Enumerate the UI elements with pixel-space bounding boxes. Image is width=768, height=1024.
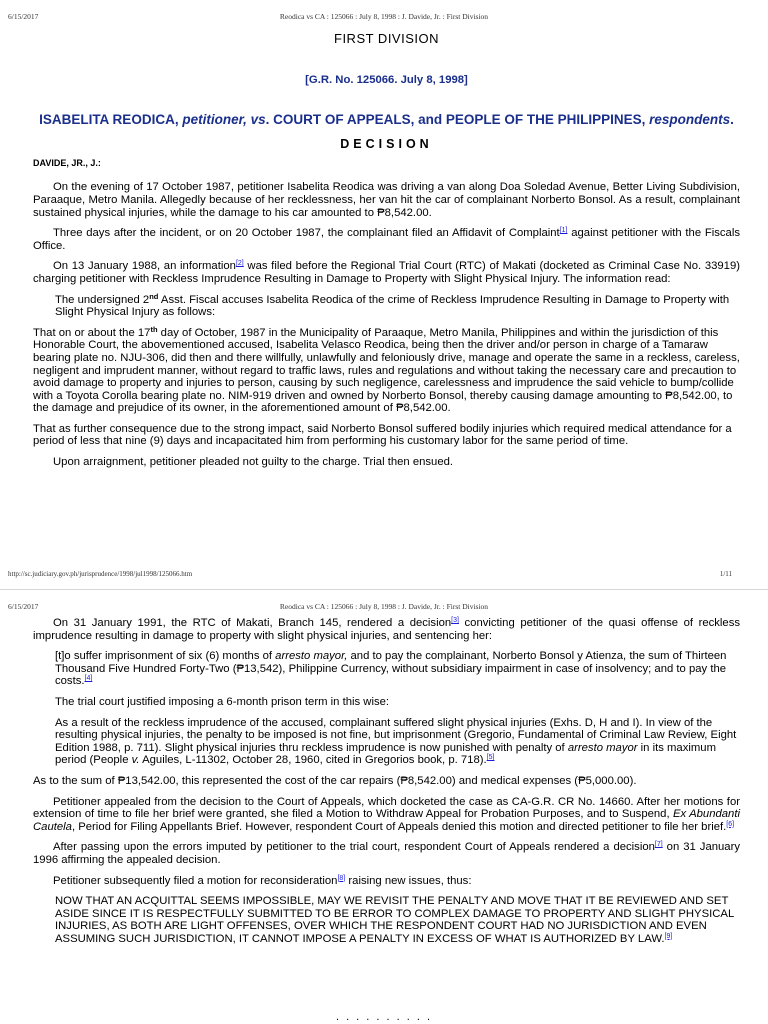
footnote-link[interactable]: [7] xyxy=(654,841,663,849)
block-quote xyxy=(55,717,740,767)
paragraph xyxy=(33,875,740,888)
paragraph xyxy=(33,617,740,642)
page-content xyxy=(33,33,740,477)
ordinal-suffix: th xyxy=(150,324,158,334)
footnote-link[interactable]: [1] xyxy=(559,227,568,235)
header-title: Reodica vs CA : 125066 : July 8, 1998 : J. Davide, Jr. : First Division xyxy=(279,602,489,611)
paragraph: Upon arraignment, petitioner pleaded not guilty to the charge. Trial then ensued. xyxy=(53,456,454,469)
division-heading: FIRST DIVISION xyxy=(334,31,439,46)
text: against petitioner with the Fiscals Office. xyxy=(33,227,740,252)
paragraph xyxy=(33,841,740,866)
case-title-part: . xyxy=(730,112,734,128)
document-page-2 xyxy=(0,590,768,1024)
text: was filed before the Regional Trial Court (RTC) of Makati (docketed as Criminal Case No. 33919) charging petitioner with Reckless Imprudence Resulting in Damage to Property with Slight Physical Injury. The information read: xyxy=(33,260,740,285)
text: raising new issues, thus: xyxy=(345,874,472,887)
text: day of October, 1987 in the Municipality of Paraaque, Metro Manila, Philippines and within the jurisdiction of this Honorable Court, the abovementioned accused, Isabelita Velasco Reodica, being then the driver and/or person in charge of a Tamaraw bearing plate no. NJU-306, did then and there willfully, unlawfully and feloniously drive, manage and operate the same in a reckless, careless, negligent and imprudent manner, without regard to traffic laws, rules and regulations and without taking the necessary care and precaution to avoid damage to property and injuries to person, causing by such negligence, carelessness and imprudence the said vehicle to bump/collide with a Toyota Corolla bearing plate no. NIM-919 driven and owned by Norberto Bonsol, thereby causing damage amounting to ₱8,542.00, to the damage and prejudice of its owner, in the aforementioned amount of ₱8,542.00. xyxy=(33,326,740,415)
text: After passing upon the errors imputed by petitioner to the trial court, respondent Court of Appeals rendered a decision xyxy=(53,841,655,854)
text: The undersigned 2 xyxy=(55,293,150,306)
ponente: DAVIDE, JR., J.: xyxy=(33,157,101,168)
text: arresto mayor xyxy=(567,741,638,754)
text: arresto mayor, xyxy=(275,650,348,663)
case-title-part: . COURT OF APPEALS, and PEOPLE OF THE PHILIPPINES, xyxy=(265,112,650,128)
case-title-part: respondents xyxy=(649,112,731,128)
footnote-link[interactable]: [9] xyxy=(664,932,673,940)
footnote-link[interactable]: [8] xyxy=(337,874,346,882)
page-number: 1/11 xyxy=(719,570,732,578)
paragraph: The trial court justified imposing a 6-month prison term in this wise: xyxy=(55,695,390,708)
information-text xyxy=(33,324,740,415)
text: NOW THAT AN ACQUITTAL SEEMS IMPOSSIBLE, MAY WE REVISIT THE PENALTY AND MOVE THAT IT BE REVIEWED AND SET ASIDE SINCE IT IS RESPECTFULLY SUBMITTED TO BE ERROR TO COMPLEX DAMAGE TO PROPERTY AND SLIGHT PHYSICAL INJURIES, AS BOTH ARE LIGHT OFFENSES, OVER WHICH THE RESPONDENT COURT HAD NO JURISDICTION AND EVEN ASSUMING SUCH JURISDICTION, IT CANNOT IMPOSE A PENALTY IN EXCESS OF WHAT IS AUTHORIZED BY LAW. xyxy=(55,895,734,945)
text: , Period for Filing Appellants Brief. However, respondent Court of Appeals denied this motion and directed petitioner to file her brief. xyxy=(71,820,727,833)
continuation-dots: . . . . . . . . . . xyxy=(335,1011,433,1023)
text: v. xyxy=(131,754,140,767)
text: Petitioner appealed from the decision to the Court of Appeals, which docketed the case as CA-G.R. CR No. 14660. After her motions for extension of time to file her brief were granted, she filed a Motion to Withdraw Appeal for Probation Purposes, and to Suspend, xyxy=(33,795,740,821)
footnote-link[interactable]: [4] xyxy=(84,675,93,683)
paragraph xyxy=(33,227,740,252)
block-quote xyxy=(55,650,740,688)
text: On 31 January 1991, the RTC of Makati, Branch 145, rendered a decision xyxy=(53,617,452,629)
text: on 31 January 1996 affirming the appealed decision. xyxy=(33,841,740,866)
footnote-link[interactable]: [6] xyxy=(726,820,735,828)
paragraph xyxy=(33,260,740,285)
case-title-part: petitioner, vs xyxy=(182,112,266,128)
page-content xyxy=(33,617,740,953)
text: That on or about the 17 xyxy=(33,326,151,339)
header-title: Reodica vs CA : 125066 : July 8, 1998 : J. Davide, Jr. : First Division xyxy=(279,12,489,21)
header-date: 6/15/2017 xyxy=(8,12,39,21)
header-date: 6/15/2017 xyxy=(8,602,39,611)
text: On 13 January 1988, an information xyxy=(53,260,236,273)
text: As a result of the reckless imprudence of the accused, complainant suffered slight physical injuries (Exhs. D, H and I). In view of the resulting physical injuries, the penalty to be imposed is not fine, but imprisonment (Gregorio, Fundamental of Criminal Law Review, Eight Edition 1988, p. 711). Slight physical injuries thru reckless imprudence is now punished with penalty of xyxy=(55,716,737,754)
decision-heading: DECISION xyxy=(340,137,433,152)
paragraph: As to the sum of ₱13,542.00, this represented the cost of the car repairs (₱8,542.00) and medical expenses (₱5,000.00). xyxy=(33,774,637,787)
paragraph: On the evening of 17 October 1987, petitioner Isabelita Reodica was driving a van along Doa Soledad Avenue, Better Living Subdivision, Paraaque, Metro Manila. Allegedly because of her recklessness, her van hit the car of complainant Norberto Bonsol. As a result, complainant sustained physical injuries, while the damage to his car amounted to ₱8,542.00. xyxy=(33,181,740,219)
case-title-part: ISABELITA REODICA, xyxy=(39,112,183,128)
block-quote xyxy=(55,291,740,319)
footnote-link[interactable]: [3] xyxy=(451,617,459,624)
paragraph xyxy=(33,796,740,834)
text: in its maximum period (People xyxy=(55,741,716,767)
ordinal-suffix: nd xyxy=(149,291,159,301)
text: and to pay the complainant, Norberto Bonsol y Atienza, the sum of Thirteen Thousand Five Hundred Forty-Two (₱13,542), Philippine Currency, without subsidiary impairment in case of insolvency; and to pay the costs. xyxy=(55,650,727,688)
text: [t]o suffer imprisonment of six (6) months of xyxy=(55,650,276,663)
footnote-link[interactable]: [5] xyxy=(486,754,495,762)
block-quote xyxy=(55,895,740,945)
text: convicting petitioner of the quasi offense of reckless imprudence resulting in damage to property with slight physical injuries, and sentencing her: xyxy=(33,617,741,642)
case-title xyxy=(33,112,740,128)
text: Ex Abundanti Cautela xyxy=(33,808,740,833)
text: Asst. Fiscal accuses Isabelita Reodica of the crime of Reckless Imprudence Resulting in Damage to Property with Slight Physical Injury as follows: xyxy=(55,293,730,319)
text: Aguiles, L-11302, October 28, 1960, cited in Gregorios book, p. 718). xyxy=(139,754,487,767)
information-text: That as further consequence due to the strong impact, said Norberto Bonsol suffered bodily injuries which required medical attendance for a period of less that nine (9) days and incapacitated him from performing his customary labor for the same period of time. xyxy=(33,422,732,448)
gr-number: [G.R. No. 125066. July 8, 1998] xyxy=(305,73,468,86)
footnote-link[interactable]: [2] xyxy=(235,260,244,268)
text: Three days after the incident, or on 20 October 1987, the complainant filed an Affidavit of Complaint xyxy=(53,227,560,240)
footer-url: http://sc.judiciary.gov.ph/jurisprudence/1998/jul1998/125066.htm xyxy=(8,570,193,578)
text: Petitioner subsequently filed a motion for reconsideration xyxy=(53,874,338,887)
